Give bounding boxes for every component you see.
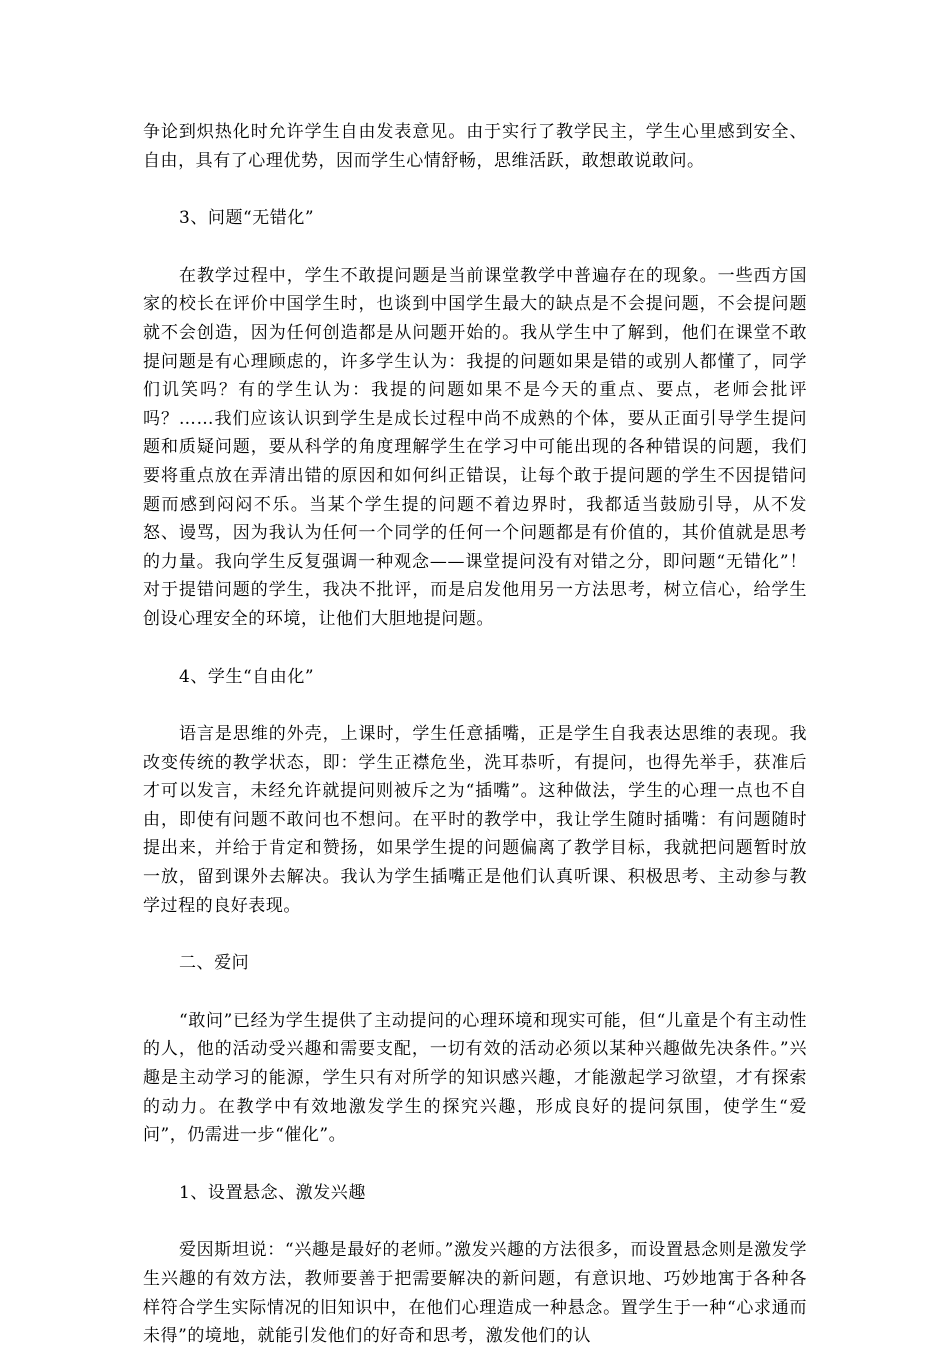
paragraph-freedom: 语言是思维的外壳，上课时，学生任意插嘴，正是学生自我表达思维的表现。我改变传统的教学状态，即：学生正襟危坐，洗耳恭听，有提问，也得先举手，获准后才可以发言，未经允许就提问则被斥之为“插嘴”。这种做法，学生的心理一点也不自由，即使有问题不敢问也不想问。在平时的教学中，我让学生随时插嘴：有问题随时提出来，并给于肯定和赞扬，如果学生提的问题偏离了教学目标，我就把问题暂时放一放，留到课外去解决。我认为学生插嘴正是他们认真听课、积极思考、主动参与教学过程的良好表现。 xyxy=(143,724,807,916)
spacer xyxy=(143,233,807,262)
heading-student-freedom: 4、学生“自由化” xyxy=(179,666,315,687)
paragraph-suspense: 爱因斯坦说：“兴趣是最好的老师。”激发兴趣的方法很多，而设置悬念则是激发学生兴趣的有效方法，教师要善于把需要解决的新问题，有意识地、巧妙地寓于各种各样符合学生实际情况的旧知识中，在他们心理造成一种悬念。置学生于一种“心求通而未得”的境地，就能引发他们的好奇和思考，激发他们的认 xyxy=(143,1240,807,1347)
spacer xyxy=(143,634,807,663)
heading-question-no-error: 3、问题“无错化” xyxy=(179,208,315,229)
spacer xyxy=(143,691,807,720)
spacer xyxy=(143,920,807,949)
spacer xyxy=(143,978,807,1007)
paragraph-no-error: 在教学过程中，学生不敢提问题是当前课堂教学中普遍存在的现象。一些西方国家的校长在评价中国学生时，也谈到中国学生最大的缺点是不会提问题，不会提问题就不会创造，因为任何创造都是从问题开始的。我从学生中了解到，他们在课堂不敢提问题是有心理顾虑的，许多学生认为：我提的问题如果是错的或别人都懂了，同学们讥笑吗？有的学生认为：我提的问题如果不是今天的重点、要点，老师会批评吗？……我们应该认识到学生是成长过程中尚不成熟的个体，要从正面引导学生提问题和质疑问题，要从科学的角度理解学生在学习中可能出现的各种错误的问题，我们要将重点放在弄清出错的原因和如何纠正错误，让每个敢于提问题的学生不因提错问题而感到闷闷不乐。当某个学生提的问题不着边界时，我都适当鼓励引导，从不发怒、谩骂，因为我认为任何一个同学的任何一个问题都是有价值的，其价值就是思考的力量。我向学生反复强调一种观念——课堂提问没有对错之分，即问题“无错化”！对于提错问题的学生，我决不批评，而是启发他用另一方法思考，树立信心，给学生创设心理安全的环境，让他们大胆地提问题。 xyxy=(143,265,807,629)
heading-love-to-ask: 二、爱问 xyxy=(179,953,250,974)
document-body xyxy=(143,118,807,1351)
paragraph-love-to-ask: “敢问”已经为学生提供了主动提问的心理环境和现实可能，但“儿童是个有主动性的人，他的活动受兴趣和需要支配，一切有效的活动必须以某种兴趣做先决条件。”兴趣是主动学习的能源，学生只有对所学的知识感兴趣，才能激起学习欲望，才有探索的动力。在教学中有效地激发学生的探究兴趣，形成良好的提问氛围，使学生“爱问”，仍需进一步“催化”。 xyxy=(143,1010,807,1146)
spacer xyxy=(143,175,807,204)
paragraph-intro: 争论到炽热化时允许学生自由发表意见。由于实行了教学民主，学生心里感到安全、自由，具有了心理优势，因而学生心情舒畅，思维活跃，敢想敢说敢问。 xyxy=(143,122,807,171)
spacer xyxy=(143,1150,807,1179)
heading-suspense-interest: 1、设置悬念、激发兴趣 xyxy=(179,1182,366,1203)
spacer xyxy=(143,1207,807,1236)
